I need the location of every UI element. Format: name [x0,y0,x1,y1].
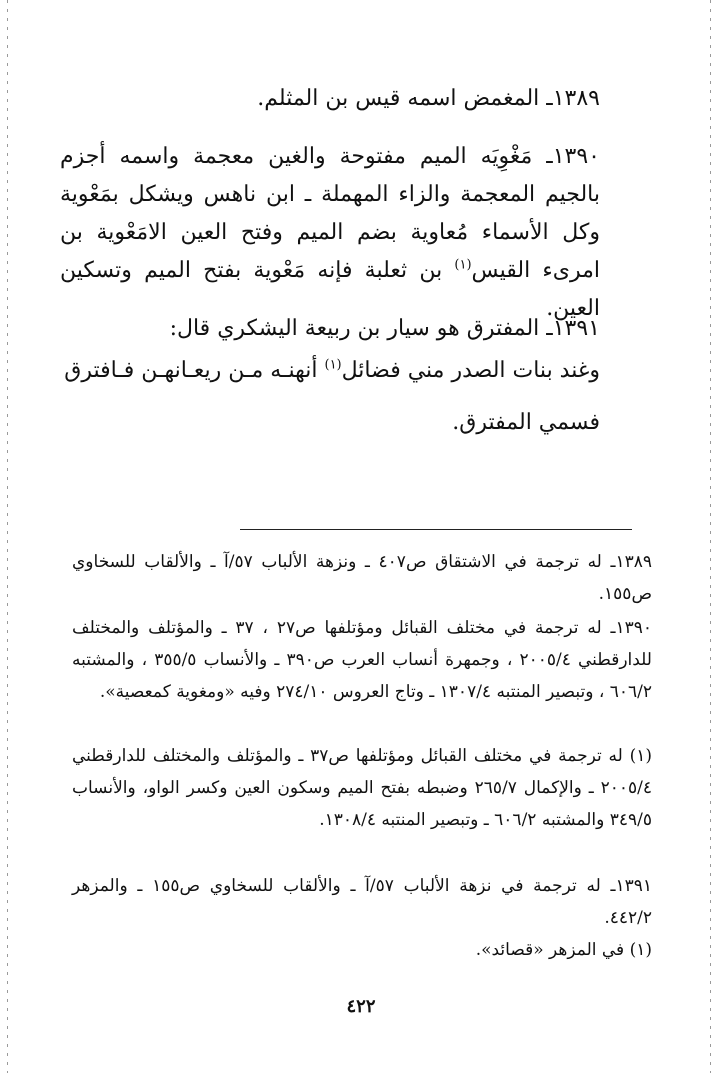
footnote-1391-sub [72,934,652,966]
verse-line [60,352,600,390]
verse-conclusion [60,404,660,442]
footnote-ref-verse: (١) [324,357,342,373]
footnote-1390-text: ١٣٩٠ـ له ترجمة في مختلف القبائل ومؤتلفها ص٢٧ ، ٣٧ ـ والمؤتلف والمختلف للدارقطني ٢٠٠٥/٤ ، وجمهرة أنساب العرب ص٣٩٠ ـ والأنساب ٣٥٥/٥ ، والمشتبه ٦٠٦/٢ ، وتبصير المنتبه ١٣٠٧/٤ ـ وتاج العروس ٢٧٤/١٠ وفيه «ومغوية كمعصية». [72,618,652,702]
footnote-1391 [72,870,652,934]
scan-edge-right [710,0,711,1073]
footnote-divider [240,529,632,530]
footnote-ref-1390: (١) [454,257,472,273]
verse-tail: أنهنـه مـن ريعـانهـن فـافترق [64,358,325,383]
verse-text: وغند بنات الصدر مني فضائل [341,358,600,383]
entry-1390-tail: بن ثعلبة فإنه مَعْوية بفتح الميم وتسكين العين. [60,258,600,321]
footnote-1390-sub-text: (١) له ترجمة في مختلف القبائل ومؤتلفها ص٣٧ ـ والمؤتلف والمختلف للدارقطني ٢٠٠٥/٤ ـ والإكمال ٢٦٥/٧ وضبطه بفتح الميم وسكون العين وكسر الواو، والأنساب ٣٤٩/٥ والمشتبه ٦٠٦/٢ ـ وتبصير المنتبه ١٣٠٨/٤. [72,746,652,830]
entry-1390-text: ١٣٩٠ـ مَغْوِيَه الميم مفتوحة والغين معجمة واسمه أجزم بالجيم المعجمة والزاء المهملة ـ ابن ناهس ويشكل بمَعْوية وكل الأسماء مُعاوية بضم الميم وفتح العين الامَعْوية بن امرىء القيس [60,144,600,283]
verse-conclusion-text: فسمي المفترق. [452,410,600,435]
entry-1390 [60,138,600,328]
entry-1391 [60,310,600,348]
page-number: ٤٢٢ [346,996,376,1017]
footnote-1389 [72,546,652,610]
footnote-1390 [72,612,652,708]
footnote-1389-text: ١٣٨٩ـ له ترجمة في الاشتقاق ص٤٠٧ ـ ونزهة الألباب ٥٧/آ ـ والألقاب للسخاوي ص١٥٥. [72,552,652,604]
entry-1389 [60,80,600,118]
entry-1389-text: ١٣٨٩ـ المغمض اسمه قيس بن المثلم. [257,86,600,111]
footnote-1390-sub [72,740,652,836]
footnote-1391-sub-text: (١) في المزهر «قصائد». [475,940,652,960]
entry-1391-text: ١٣٩١ـ المفترق هو سيار بن ربيعة اليشكري قال: [169,316,600,341]
footnote-1391-text: ١٣٩١ـ له ترجمة في نزهة الألباب ٥٧/آ ـ والألقاب للسخاوي ص١٥٥ ـ والمزهر ٤٤٢/٢. [72,876,652,928]
scan-edge-left [7,0,8,1073]
